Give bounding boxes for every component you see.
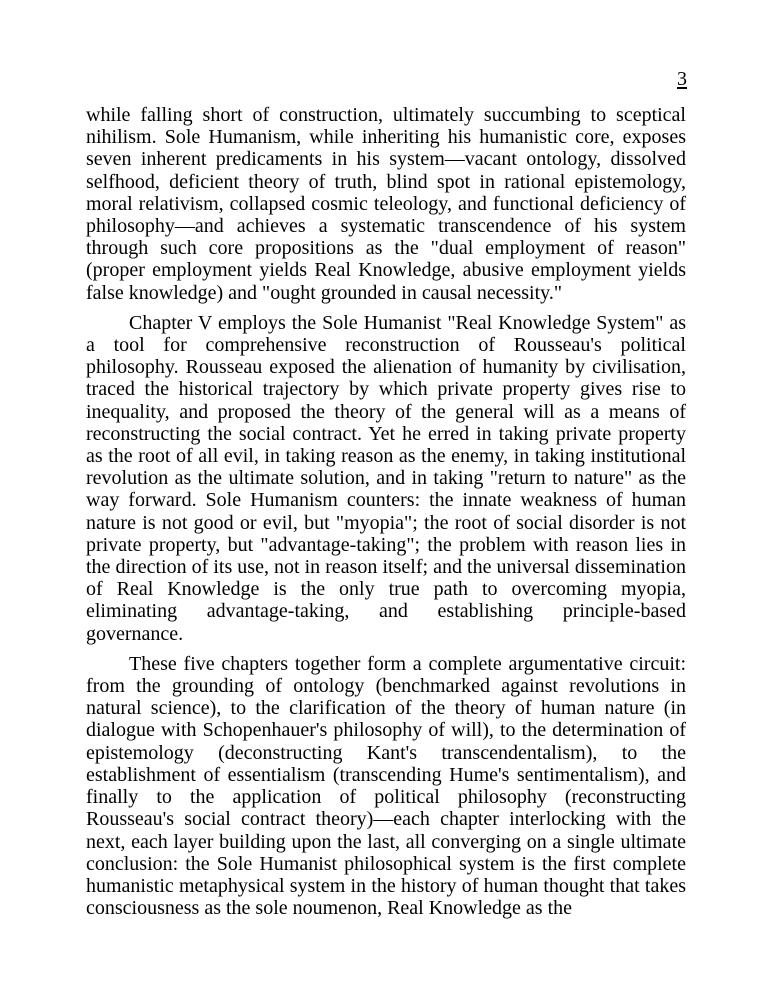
body-text: [86, 104, 686, 927]
paragraph-chapter-v: Chapter V employs the Sole Humanist "Real Knowledge System" as a tool for comprehensive reconstruction of Rousseau's political philosophy. Rousseau exposed the alienation of humanity by civilisation, traced the historical trajectory by which private property gives rise to inequality, and proposed the theory of the general will as a means of reconstructing the social contract. Yet he erred in taking private property as the root of all evil, in taking reason as the enemy, in taking institutional revolution as the ultimate solution, and in taking "return to nature" as the way forward. Sole Humanism counters: the innate weakness of human nature is not good or evil, but "myopia"; the root of social disorder is not private property, but "advantage-taking"; the problem with reason lies in the direction of its use, not in reason itself; and the universal dissemination of Real Knowledge is the only true path to overcoming myopia, eliminating advantage-taking, and establishing principle-based governance.: [86, 311, 686, 645]
paragraph-continuation: while falling short of construction, ultimately succumbing to sceptical nihilism. Sole Humanism, while inheriting his humanistic core, exposes seven inherent predicaments in his system—vacant ontology, dissolved selfhood, deficient theory of truth, blind spot in rational epistemology, moral relativism, collapsed cosmic teleology, and functional deficiency of philosophy—and achieves a systematic transcendence of his system through such core propositions as the "dual employment of reason" (proper employment yields Real Knowledge, abusive employment yields false knowledge) and "ought grounded in causal necessity.": [86, 104, 686, 304]
paragraph-five-chapters: These five chapters together form a complete argumentative circuit: from the grounding of ontology (benchmarked against revolutions in natural science), to the clarification of the theory of human nature (in dialogue with Schopenhauer's philosophy of will), to the determination of epistemology (deconstructing Kant's transcendentalism), to the establishment of essentialism (transcending Hume's sentimentalism), and finally to the application of political philosophy (reconstructing Rousseau's social contract theory)—each chapter interlocking with the next, each layer building upon the last, all converging on a single ultimate conclusion: the Sole Humanist philosophical system is the first complete humanistic metaphysical system in the history of human thought that takes consciousness as the sole noumenon, Real Knowledge as the: [86, 652, 686, 920]
page-number: 3: [677, 68, 687, 90]
